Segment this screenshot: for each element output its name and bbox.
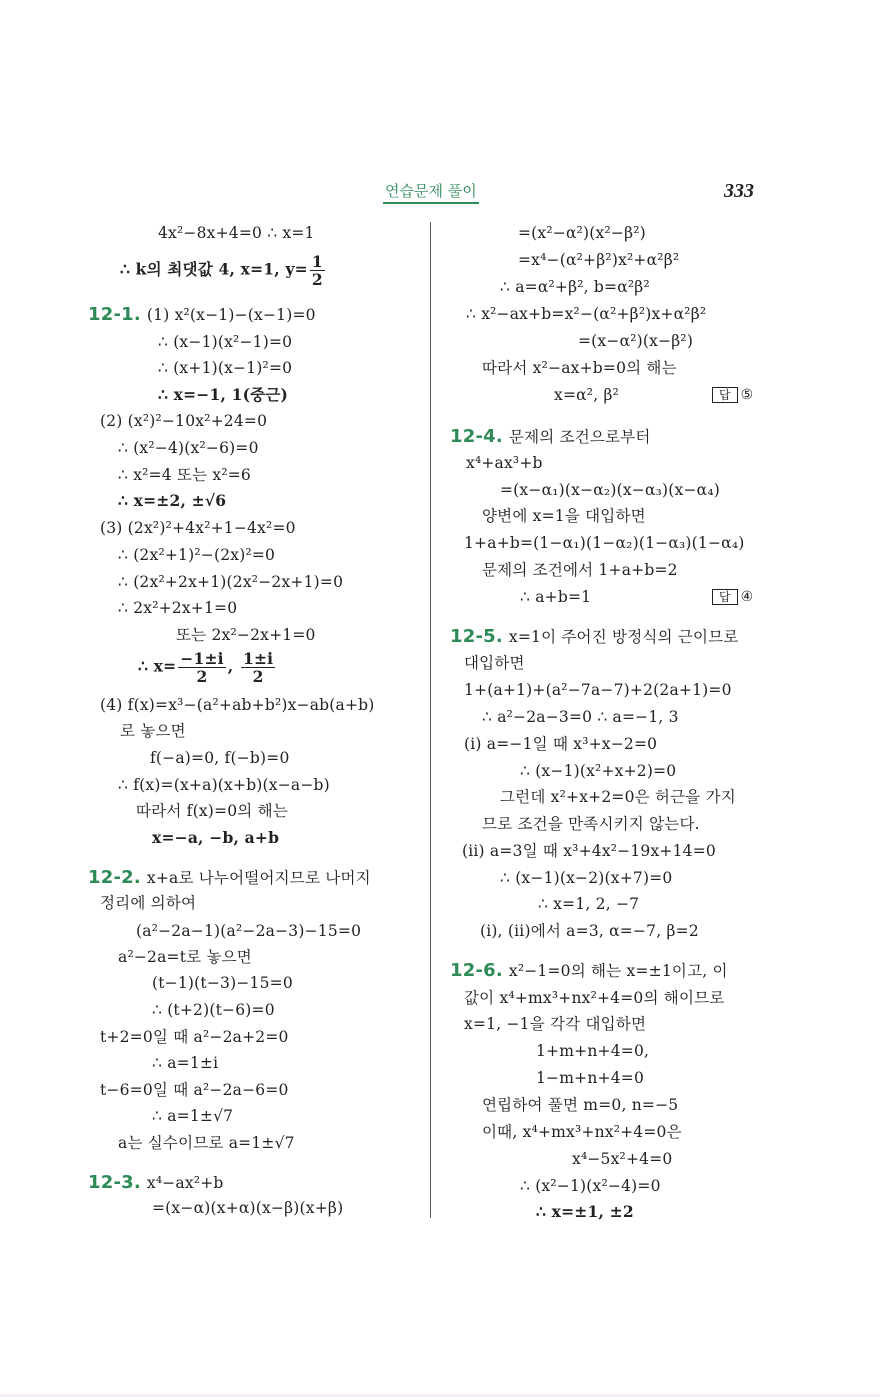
line-text: 4x²−8x+4=0 ∴ x=1 xyxy=(158,224,315,242)
line-text: ∴ a=1±√7 xyxy=(152,1107,234,1125)
line-text: a²−2a=t로 놓으면 xyxy=(118,948,252,966)
line-text: (2) (x²)²−10x²+24=0 xyxy=(100,412,268,430)
line-text: ∴ x=−1, 1(중근) xyxy=(158,385,289,404)
line-text: 1−m+n+4=0 xyxy=(536,1069,645,1087)
problem-number: 12-1. xyxy=(88,304,141,325)
problem-number: 12-3. xyxy=(88,1172,141,1193)
solution-line xyxy=(464,988,724,1008)
solution-line xyxy=(464,734,657,754)
solution-line xyxy=(482,1122,682,1142)
line-text: 값이 x⁴+mx³+nx²+4=0의 해이므로 xyxy=(464,989,725,1007)
line-text: x=1이 주어진 방정식의 근이므로 xyxy=(508,628,739,646)
solution-line xyxy=(520,761,676,781)
answer-mark xyxy=(712,589,753,605)
solution-line xyxy=(482,506,646,526)
line-text: x⁴−5x²+4=0 xyxy=(572,1150,673,1168)
line-text: ∴ a²−2a−3=0 ∴ a=−1, 3 xyxy=(482,708,679,726)
line-text: 따라서 f(x)=0의 해는 xyxy=(136,802,288,820)
line-text: (i) a=−1일 때 x³+x−2=0 xyxy=(464,735,658,753)
page-number: 333 xyxy=(724,180,754,202)
solution-line xyxy=(100,411,267,431)
solution-line xyxy=(100,1027,289,1047)
solution-line xyxy=(464,1014,646,1034)
denominator: 2 xyxy=(311,270,323,289)
answer-label-box: 답 xyxy=(712,387,738,403)
solution-line xyxy=(118,947,252,967)
line-text: =x⁴−(α²+β²)x²+α²β² xyxy=(518,251,680,269)
line-text: 므로 조건을 만족시키지 않는다. xyxy=(482,815,700,833)
solution-line xyxy=(538,894,639,914)
line-text: ∴ (t+2)(t−6)=0 xyxy=(152,1001,275,1019)
line-text: 1+(a+1)+(a²−7a−7)+2(2a+1)=0 xyxy=(464,681,732,699)
solution-line xyxy=(158,358,292,378)
line-text: x=1, −1을 각각 대입하면 xyxy=(464,1015,647,1033)
line-text: 1+a+b=(1−α₁)(1−α₂)(1−α₃)(1−α₄) xyxy=(464,534,745,552)
solution-line xyxy=(518,223,646,243)
solution-line xyxy=(480,921,699,941)
solution-line xyxy=(100,1080,289,1100)
line-text: 1+m+n+4=0, xyxy=(536,1042,650,1060)
solution-line xyxy=(482,1095,678,1115)
solution-line xyxy=(100,695,375,715)
line-text: ∴ (x²−4)(x²−6)=0 xyxy=(118,439,259,457)
solution-line xyxy=(158,332,292,352)
solution-line xyxy=(482,707,679,727)
solution-line xyxy=(482,358,677,378)
solution-line xyxy=(152,1053,218,1073)
line-text: ∴ (x−1)(x²−1)=0 xyxy=(158,333,293,351)
line-text: ∴ (2x²+1)²−(2x)²=0 xyxy=(118,546,276,564)
problem-heading xyxy=(88,305,316,325)
numerator: 1 xyxy=(311,252,323,271)
solution-line xyxy=(500,868,673,888)
solution-line xyxy=(136,801,288,821)
line-text: 그런데 x²+x+2=0은 허근을 가지 xyxy=(500,788,736,806)
line-text: (ii) a=3일 때 x³+4x²−19x+14=0 xyxy=(462,842,716,860)
line-text: ∴ a=1±i xyxy=(152,1054,219,1072)
line-text: ∴ x²−ax+b=x²−(α²+β²)x+α²β² xyxy=(466,305,707,323)
line-text: x=α², β² xyxy=(554,386,620,404)
solution-line xyxy=(118,572,343,592)
solution-line xyxy=(118,438,259,458)
solution-line xyxy=(152,1106,233,1126)
line-text: ∴ (x²−1)(x²−4)=0 xyxy=(520,1177,661,1195)
line-text: (i), (ii)에서 a=3, α=−7, β=2 xyxy=(480,922,699,940)
line-text: ∴ (x+1)(x−1)²=0 xyxy=(158,359,293,377)
solution-line xyxy=(118,1133,295,1153)
solution-line: ∴ x= $\frac{-1\pm i}{2}$ , $\frac{1\pm i}{2}$ xyxy=(138,649,274,686)
solution-line xyxy=(118,545,275,565)
solution-line xyxy=(464,533,744,553)
line-text: ∴ (2x²+2x+1)(2x²−2x+1)=0 xyxy=(118,573,344,591)
line-text: 로 놓으면 xyxy=(120,722,186,740)
solution-line xyxy=(520,1176,661,1196)
line-text: =(x−α²)(x−β²) xyxy=(578,332,694,350)
line-text: (a²−2a−1)(a²−2a−3)−15=0 xyxy=(136,922,362,940)
solution-line xyxy=(536,1202,634,1222)
line-text: x+a로 나누어떨어지므로 나머지 xyxy=(146,869,371,887)
solution-line xyxy=(462,841,716,861)
line-text: t+2=0일 때 a²−2a+2=0 xyxy=(100,1028,289,1046)
line-text: =(x²−α²)(x²−β²) xyxy=(518,224,646,242)
problem-heading xyxy=(450,427,651,447)
line-text: ∴ (x−1)(x²+x+2)=0 xyxy=(520,762,677,780)
line-text: =(x−α)(x+α)(x−β)(x+β) xyxy=(152,1199,344,1217)
answer-choice: ④ xyxy=(740,589,754,605)
solution-line xyxy=(150,748,290,768)
solution-line xyxy=(120,721,186,741)
solution-line xyxy=(176,625,316,645)
line-text: ∴ k의 최댓값 4, x=1, y= xyxy=(120,259,308,279)
line-text: (3) (2x²)²+4x²+1−4x²=0 xyxy=(100,519,296,537)
line-text: ∴ x²=4 또는 x²=6 xyxy=(118,466,251,484)
solution-line xyxy=(118,465,251,485)
line-text: 양변에 x=1을 대입하면 xyxy=(482,507,646,525)
solution-line xyxy=(100,518,296,538)
problem-number: 12-2. xyxy=(88,867,141,888)
line-text: =(x−α₁)(x−α₂)(x−α₃)(x−α₄) xyxy=(500,481,721,499)
line-text: (4) f(x)=x³−(a²+ab+b²)x−ab(a+b) xyxy=(100,696,375,714)
solution-line xyxy=(152,973,293,993)
solution-line xyxy=(118,598,237,618)
line-text: x=−a, −b, a+b xyxy=(152,828,280,847)
solution-line xyxy=(158,223,315,243)
solution-line xyxy=(466,453,543,473)
denominator: 2 xyxy=(196,667,208,686)
numerator: −1±i xyxy=(180,649,224,668)
problem-heading xyxy=(450,627,739,647)
line-text: ∴ a=α²+β², b=α²β² xyxy=(500,278,650,296)
answer-mark xyxy=(712,387,753,403)
line-text: f(−a)=0, f(−b)=0 xyxy=(150,749,290,767)
solution-line xyxy=(500,480,720,500)
line-text: 또는 2x²−2x+1=0 xyxy=(176,626,316,644)
solution-line xyxy=(500,787,736,807)
solution-line xyxy=(500,277,650,297)
line-text: 문제의 조건에서 1+a+b=2 xyxy=(482,561,678,579)
line-text: x²−1=0의 해는 x=±1이고, 이 xyxy=(508,962,728,980)
problem-number: 12-4. xyxy=(450,426,503,447)
fraction xyxy=(310,253,325,288)
solution-line xyxy=(136,921,361,941)
fraction xyxy=(178,650,225,685)
solution-line xyxy=(118,775,330,795)
line-text: ∴ a+b=1 xyxy=(520,588,592,606)
section-title: 연습문제 풀이 xyxy=(383,180,479,204)
line-text: ∴ (x−1)(x−2)(x+7)=0 xyxy=(500,869,673,887)
solution-line xyxy=(482,814,700,834)
line-text: 정리에 의하여 xyxy=(100,894,197,912)
line-text: ∴ f(x)=(x+a)(x+b)(x−a−b) xyxy=(118,776,330,794)
answer-choice: ⑤ xyxy=(740,387,754,403)
line-text: ∴ x=±2, ±√6 xyxy=(118,491,227,510)
solution-line xyxy=(152,1198,343,1218)
solution-line xyxy=(536,1041,649,1061)
line-text: ∴ x=1, 2, −7 xyxy=(538,895,640,913)
problem-heading xyxy=(450,961,728,981)
solution-line xyxy=(152,828,279,848)
problem-heading xyxy=(88,1173,224,1193)
solution-line xyxy=(572,1149,672,1169)
line-text: 연립하여 풀면 m=0, n=−5 xyxy=(482,1096,679,1114)
solution-line xyxy=(118,491,226,511)
problem-number: 12-5. xyxy=(450,626,503,647)
solution-line xyxy=(158,385,288,405)
solution-line xyxy=(536,1068,644,1088)
column-divider xyxy=(430,222,431,1218)
line-text: ∴ x=±1, ±2 xyxy=(536,1202,634,1221)
solution-line xyxy=(120,253,327,288)
denominator: 2 xyxy=(252,667,264,686)
solution-line xyxy=(482,560,678,580)
fraction xyxy=(241,650,275,685)
solution-line xyxy=(578,331,693,351)
line-text: x⁴−ax²+b xyxy=(146,1174,224,1192)
line-text: (t−1)(t−3)−15=0 xyxy=(152,974,293,992)
solution-line xyxy=(554,385,619,405)
solution-line xyxy=(518,250,679,270)
solution-line xyxy=(464,680,732,700)
solution-line xyxy=(520,587,591,607)
line-text: ∴ x= xyxy=(138,656,177,676)
line-text: ∴ 2x²+2x+1=0 xyxy=(118,599,238,617)
line-text: a는 실수이므로 a=1±√7 xyxy=(118,1134,295,1152)
line-text: 따라서 x²−ax+b=0의 해는 xyxy=(482,359,677,377)
solution-line xyxy=(464,653,525,673)
problem-heading xyxy=(88,868,371,888)
line-text: (1) x²(x−1)−(x−1)=0 xyxy=(146,306,316,324)
line-text: 문제의 조건으로부터 xyxy=(508,428,651,446)
solution-line xyxy=(466,304,706,324)
problem-number: 12-6. xyxy=(450,960,503,981)
line-text: 대입하면 xyxy=(464,654,525,672)
answer-label-box: 답 xyxy=(712,589,738,605)
solution-line xyxy=(100,893,196,913)
line-text: t−6=0일 때 a²−2a−6=0 xyxy=(100,1081,289,1099)
line-text: x⁴+ax³+b xyxy=(466,454,543,472)
line-text: 이때, x⁴+mx³+nx²+4=0은 xyxy=(482,1123,682,1141)
numerator: 1±i xyxy=(242,649,274,668)
solution-line xyxy=(152,1000,275,1020)
